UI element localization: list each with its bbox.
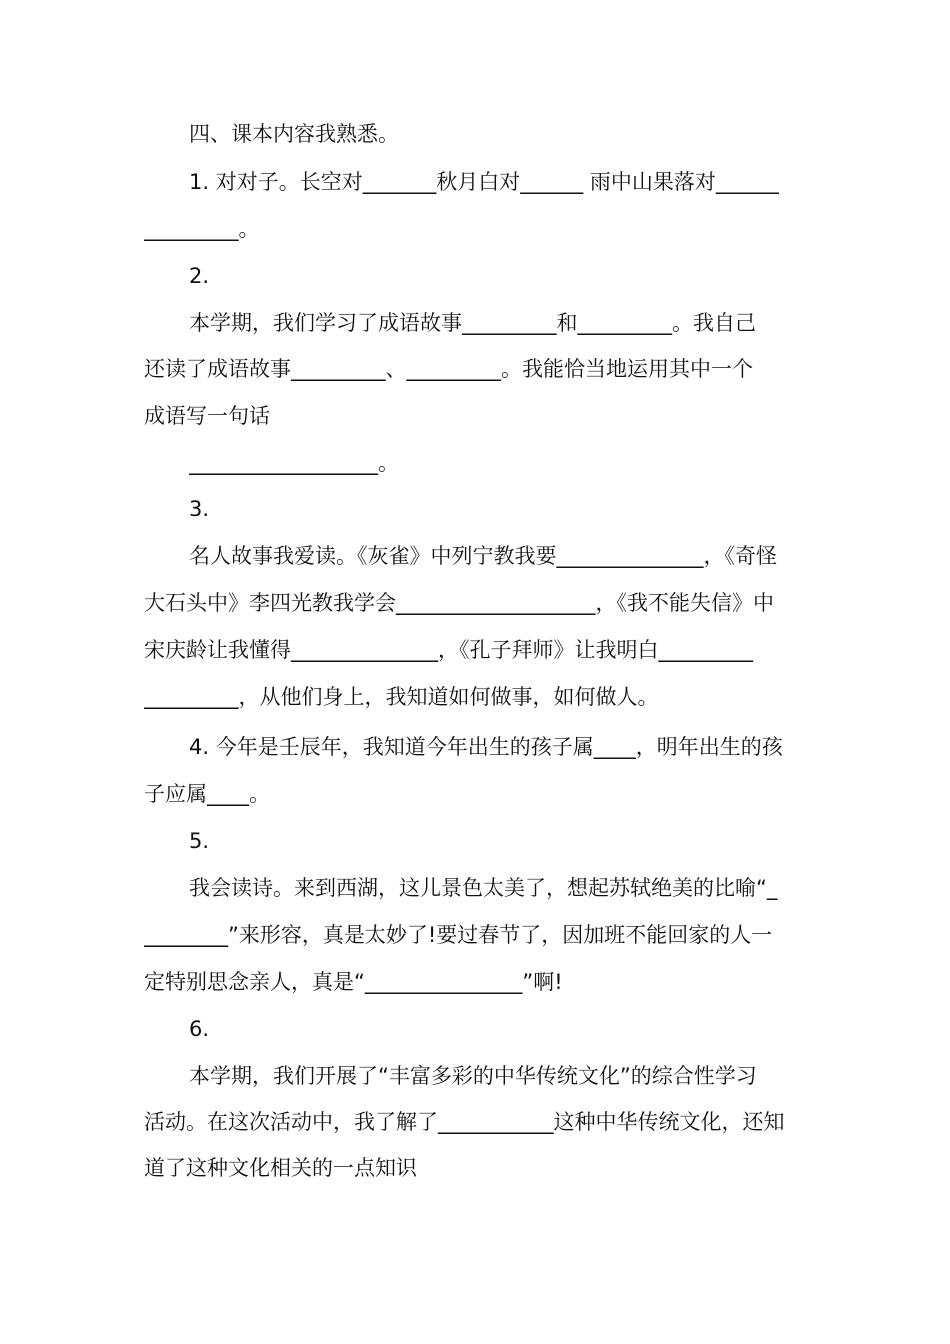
q2-number: 2. bbox=[189, 264, 210, 288]
q3-line-4: _________，从他们身上，我知道如何做事，如何做人。 bbox=[144, 685, 659, 709]
q3-line-2: 大石头中》李四光教我学会___________________，《我不能失信》中 bbox=[144, 591, 774, 615]
q1-line-2: _________。 bbox=[144, 217, 260, 241]
q2-line-3: 成语写一句话 bbox=[144, 404, 270, 428]
q5-line-3: 定特别思念亲人，真是“_______________”啊! bbox=[144, 970, 563, 994]
q6-line-1: 本学期，我们开展了“丰富多彩的中华传统文化”的综合性学习 bbox=[189, 1064, 757, 1088]
q3-line-1: 名人故事我爱读。《灰雀》中列宁教我要______________，《奇怪 bbox=[189, 544, 777, 568]
q4-line-2: 子应属____。 bbox=[144, 782, 270, 806]
section-title: 四、课本内容我熟悉。 bbox=[189, 122, 399, 146]
q2-line-4: __________________。 bbox=[189, 451, 399, 475]
q5-line-2: ________”来形容，真是太妙了!要过春节了，因加班不能回家的人一 bbox=[144, 923, 773, 947]
q6-line-2: 活动。在这次活动中，我了解了___________这种中华传统文化，还知 bbox=[144, 1110, 785, 1134]
q6-line-3: 道了这种文化相关的一点知识 bbox=[144, 1156, 417, 1180]
q5-line-1: 我会读诗。来到西湖，这儿景色太美了，想起苏轼绝美的比喻“_ bbox=[189, 876, 778, 900]
q1-line-1: 1. 对对子。长空对_______秋月白对______ 雨中山果落对______ bbox=[189, 170, 779, 194]
q2-line-1: 本学期，我们学习了成语故事_________和_________。我自己 bbox=[189, 311, 756, 335]
q2-line-2: 还读了成语故事_________、_________。我能恰当地运用其中一个 bbox=[144, 357, 753, 381]
q3-line-3: 宋庆龄让我懂得______________，《孔子拜师》让我明白_________ bbox=[144, 638, 753, 662]
q6-number: 6. bbox=[189, 1017, 210, 1041]
q3-number: 3. bbox=[189, 497, 210, 521]
q4-line-1: 4. 今年是壬辰年，我知道今年出生的孩子属____，明年出生的孩 bbox=[189, 735, 783, 759]
q5-number: 5. bbox=[189, 829, 210, 853]
